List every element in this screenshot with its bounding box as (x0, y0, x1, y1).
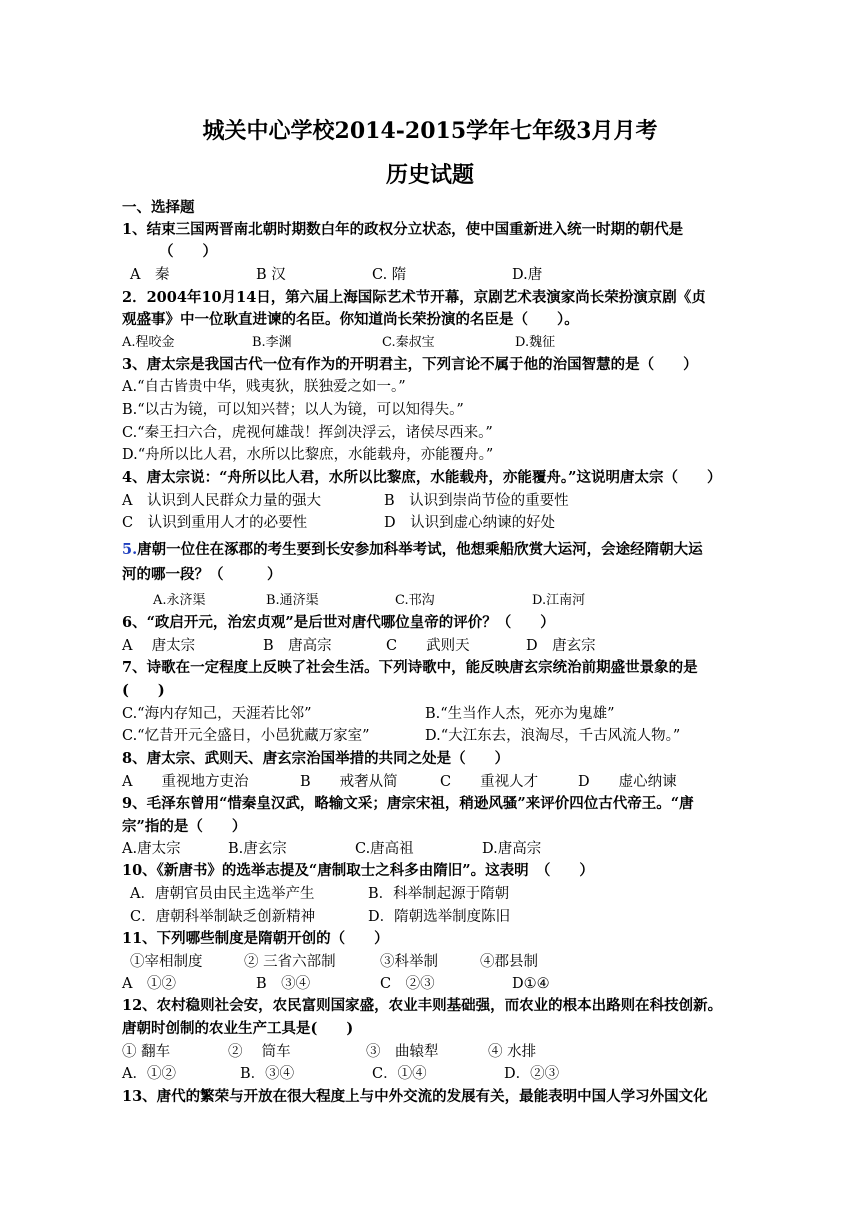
section-heading: 一、选择题 (122, 199, 195, 216)
q12-line1: 12、农村稳则社会安，农民富则国家盛，农业丰则基础强，而农业的根本出路则在科技创新。 (122, 997, 723, 1014)
exam-subtitle: 历史试题 (385, 162, 474, 188)
q3-stem: 3、唐太宗是我国古代一位有作为的开明君主，下列言论不属于他的治国智慧的是（ ） (122, 356, 698, 373)
q3-option-c: C.“秦王扫六合，虎视何雄哉！挥剑决浮云，诸侯尽西来。” (122, 425, 493, 441)
q12-option-b: B．③④ (240, 1066, 295, 1082)
q10-option-d: D．隋朝选举制度陈旧 (368, 909, 511, 925)
exam-title: 城关中心学校2014-2015学年七年级3月月考 (202, 118, 658, 144)
q4-option-d: D 认识到虚心纳谏的好处 (384, 515, 556, 531)
q2-line1: 2．2004年10月14日，第六届上海国际艺术节开幕，京剧艺术表演家尚长荣扮演京剧《贞 (122, 289, 706, 306)
q5-line2: 河的哪一段？（ ） (122, 566, 282, 583)
q12-line2: 唐朝时创制的农业生产工具是( ) (122, 1020, 354, 1037)
q4-stem: 4、唐太宗说：“舟所以比人君，水所以比黎庶，水能载舟，亦能覆舟。”这说明唐太宗（ ） (122, 469, 722, 486)
q9-option-a: A.唐太宗 (122, 841, 181, 857)
q11-item-2: ② 三省六部制 (244, 954, 336, 970)
q6-option-b: B 唐高宗 (263, 638, 332, 654)
q10-option-c: C．唐朝科举制缺乏创新精神 (130, 909, 316, 925)
q4-option-c: C 认识到重用人才的必要性 (122, 515, 308, 531)
q2-line2: 观盛事》中一位耿直进谏的名臣。你知道尚长荣扮演的名臣是（ ）。 (122, 311, 579, 328)
q4-option-b: B 认识到崇尚节俭的重要性 (384, 493, 569, 509)
q11-option-c: C ②③ (380, 976, 435, 992)
q5-option-d: D.江南河 (532, 593, 586, 608)
q12-option-c: C．①④ (372, 1066, 427, 1082)
q3-option-b: B.“以古为镜，可以知兴替；以人为镜，可以知得失。” (122, 402, 464, 418)
q7-line1: 7、诗歌在一定程度上反映了社会生活。下列诗歌中，能反映唐玄宗统治前期盛世景象的是 (122, 659, 698, 676)
q12-item-2: ② 筒车 (228, 1044, 291, 1060)
q1-stem: 1、结束三国两晋南北朝时期数白年的政权分立状态，使中国重新进入统一时期的朝代是 (122, 221, 684, 238)
q6-option-c: C 武则天 (386, 638, 470, 654)
q2-option-b: B.李渊 (252, 335, 292, 350)
q11-option-d: D①④ (512, 976, 550, 992)
q9-option-b: B.唐玄宗 (228, 841, 287, 857)
q5-option-a: A.永济渠 (153, 593, 206, 608)
q1-option-b: B 汉 (256, 267, 286, 283)
q5-option-b: B.通济渠 (266, 593, 319, 608)
q11-stem: 11、下列哪些制度是隋朝开创的（ ） (122, 930, 389, 947)
q1-option-a: A 秦 (130, 267, 170, 283)
q1-option-c: C. 隋 (372, 267, 407, 283)
q8-option-a: A 重视地方吏治 (122, 774, 249, 790)
q6-stem: 6、“政启开元，治宏贞观”是后世对唐代哪位皇帝的评价？（ ） (122, 614, 555, 631)
q9-line1: 9、毛泽东曾用“惜秦皇汉武，略输文采；唐宗宋祖，稍逊风骚”来评价四位古代帝王。“唐 (122, 795, 694, 812)
q12-item-4: ④ 水排 (488, 1044, 537, 1060)
q7-line2: ( ) (122, 682, 165, 699)
q5-option-c: C.邗沟 (395, 593, 435, 608)
q6-option-d: D 唐玄宗 (526, 638, 596, 654)
q4-option-a: A 认识到人民群众力量的强大 (122, 493, 321, 509)
q2-option-d: D.魏征 (515, 335, 556, 350)
q8-option-c: C 重视人才 (440, 774, 539, 790)
q1-option-d: D.唐 (512, 267, 543, 283)
q10-option-a: A．唐朝官员由民主选举产生 (130, 886, 315, 902)
q12-item-3: ③ 曲辕犁 (366, 1044, 439, 1060)
q5-line1 (122, 541, 703, 559)
q5-text: 唐朝一位住在涿郡的考生要到长安参加科举考试，他想乘船欣赏大运河，会途经隋朝大运 (137, 541, 703, 558)
q2-option-c: C.秦叔宝 (382, 335, 435, 350)
q9-option-d: D.唐高宗 (482, 841, 542, 857)
q11-item-1: ①宰相制度 (130, 954, 203, 970)
q12-option-a: A．①② (122, 1066, 176, 1082)
q1-paren: （ ） (159, 243, 217, 260)
q7-option-2: B.“生当作人杰，死亦为鬼雄” (425, 706, 615, 722)
q7-option-3: C.“忆昔开元全盛日，小邑犹藏万家室” (122, 728, 370, 744)
q7-option-4: D.“大江东去，浪淘尽，千古风流人物。” (425, 728, 681, 744)
q9-line2: 宗”指的是（ ） (122, 818, 247, 835)
q2-option-a: A.程咬金 (122, 335, 175, 350)
q3-option-d: D.“舟所以比人君，水所以比黎庶，水能载舟，亦能覆舟。” (122, 447, 494, 463)
q8-option-d: D 虚心纳谏 (578, 774, 677, 790)
q11-item-3: ③科举制 (380, 954, 438, 970)
q8-option-b: B 戒奢从简 (300, 774, 398, 790)
q13-stem: 13、唐代的繁荣与开放在很大程度上与中外交流的发展有关，最能表明中国人学习外国文化 (122, 1088, 708, 1105)
q10-option-b: B．科举制起源于隋朝 (368, 886, 510, 902)
q6-option-a: A 唐太宗 (122, 638, 196, 654)
q8-stem: 8、唐太宗、武则天、唐玄宗治国举措的共同之处是（ ） (122, 750, 510, 767)
q7-option-1: C.“海内存知己，天涯若比邻” (122, 706, 312, 722)
q5-number: 5. (122, 541, 138, 558)
q9-option-c: C.唐高祖 (355, 841, 414, 857)
q12-option-d: D．②③ (504, 1066, 560, 1082)
q11-option-b: B ③④ (256, 976, 311, 992)
q11-option-a: A ①② (122, 976, 176, 992)
q12-item-1: ① 翻车 (122, 1044, 171, 1060)
q10-stem: 10、《新唐书》的选举志提及“唐制取士之科多由隋旧”。这表明 （ ） (122, 862, 594, 879)
q11-item-4: ④郡县制 (480, 954, 538, 970)
q3-option-a: A.“自古皆贵中华，贱夷狄，朕独爱之如一。” (122, 379, 406, 395)
